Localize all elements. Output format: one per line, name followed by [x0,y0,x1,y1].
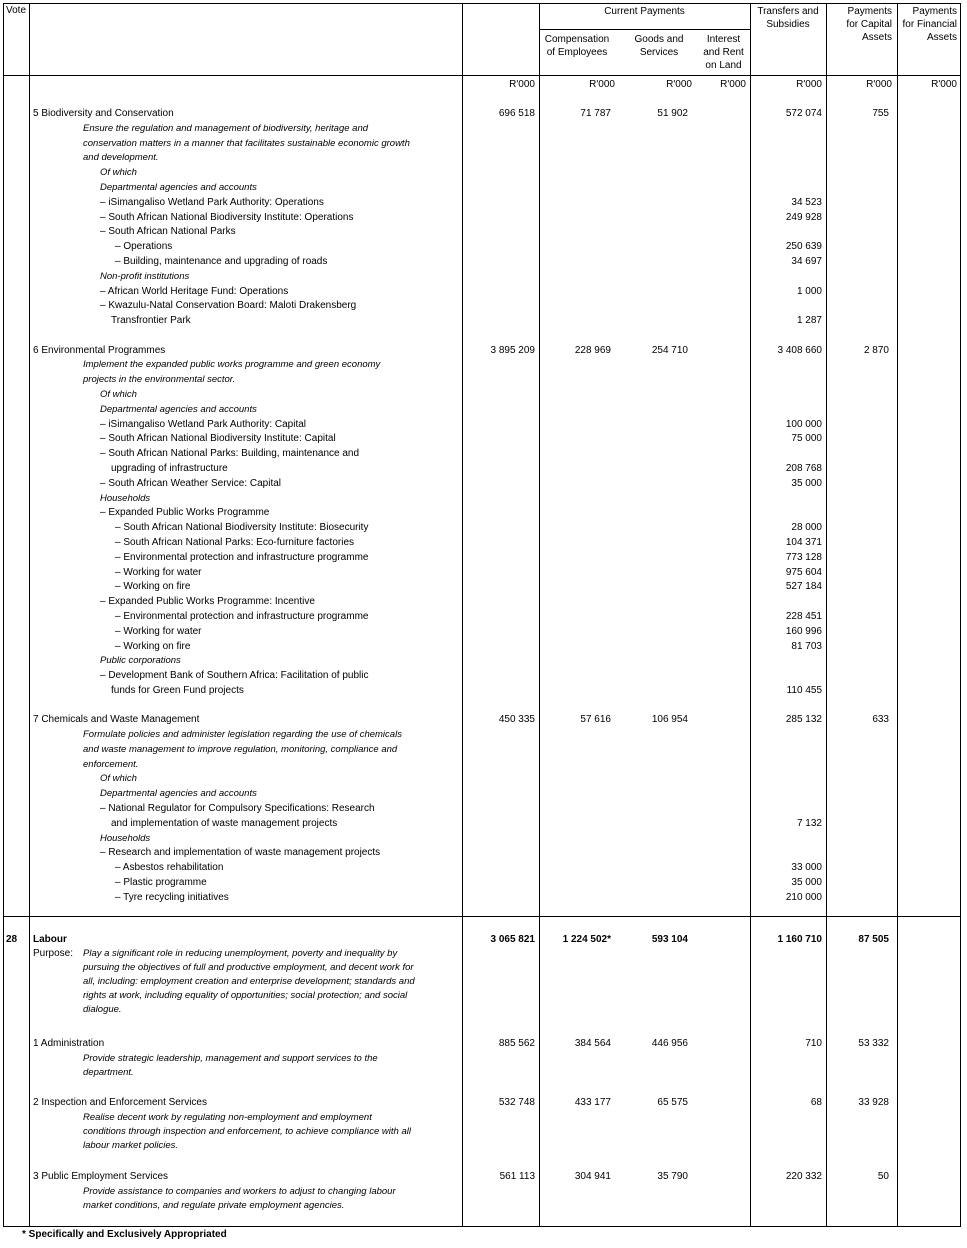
amount-cell: 220 332 [785,1171,822,1182]
row-label: – South African National Parks: Building, maintenance and [100,448,360,460]
amount-cell: 3 065 821 [490,934,535,945]
amount-cell: 433 177 [574,1097,611,1108]
programme-description: labour market policies. [83,1140,179,1151]
programme-title: 3 Public Employment Services [33,1171,169,1182]
amount-cell: 250 639 [785,241,822,253]
row-label: – Working for water [115,566,202,578]
purpose-label: Purpose: [33,948,74,959]
amount-cell: 100 000 [785,418,822,430]
amount-cell: 7 132 [796,817,822,829]
row-label: – National Regulator for Compulsory Specifications: Research [100,803,375,814]
row-label: Of which [100,167,137,179]
programme-description: Realise decent work by regulating non-employment and employment [83,1112,372,1123]
row-label: funds for Green Fund projects [111,684,244,696]
row-label: Non-profit institutions [100,270,190,282]
amount-cell: 532 748 [498,1097,535,1108]
programme-title: 6 Environmental Programmes [33,344,166,356]
current-payments-header: Current Payments [604,6,685,17]
amount-cell: 710 [805,1038,822,1049]
row-label: Departmental agencies and accounts [100,182,257,193]
amount-cell: 65 575 [657,1097,688,1108]
financial-assets-header: Payments for Financial Assets [902,6,957,43]
row-label: and development. [83,152,159,164]
amount-cell: 35 000 [791,477,822,489]
amount-cell: 384 564 [574,1038,611,1049]
amount-cell: 81 703 [791,640,822,652]
row-label: Departmental agencies and accounts [100,788,257,800]
amount-cell: 68 [810,1097,822,1108]
programme-title: 7 Chemicals and Waste Management [33,714,200,726]
amount-cell: 53 332 [858,1038,889,1049]
unit-label: R'000 [931,79,957,90]
unit-label: R'000 [589,79,615,90]
row-label: Households [100,492,151,504]
amount-cell: 2 870 [863,344,889,356]
goods-services-header: Goods and Services [634,34,684,58]
compensation-header: Compensation of Employees [544,34,610,58]
row-label: – Plastic programme [115,877,207,888]
row-label: upgrading of infrastructure [111,462,228,474]
interest-rent-header: Interest and Rent on Land [703,34,744,71]
row-label: – Environmental protection and infrastructure programme [115,610,369,622]
amount-cell: 1 224 502* [562,934,611,945]
row-label: – South African National Biodiversity Institute: Capital [100,433,336,445]
amount-cell: 3 408 660 [777,344,822,356]
amount-cell: 51 902 [657,108,688,119]
amount-cell: 75 000 [791,433,822,445]
vote-header: Vote [6,5,27,16]
amount-cell: 33 928 [858,1097,889,1108]
amount-cell: 285 132 [785,714,822,726]
amount-cell: 755 [872,108,889,119]
row-label: Households [100,832,151,844]
amount-cell: 593 104 [651,934,688,945]
row-label: – Research and implementation of waste management projects [100,847,381,859]
row-label: – Operations [115,241,173,253]
programme-description: Provide strategic leadership, management and support services to the [83,1053,378,1064]
amount-cell: 160 996 [785,625,822,637]
amount-cell: 3 895 209 [490,344,535,356]
amount-cell: 773 128 [785,551,822,563]
amount-cell: 254 710 [651,344,688,356]
programme-title: 5 Biodiversity and Conservation [33,108,174,119]
row-label: – Asbestos rehabilitation [115,862,224,874]
amount-cell: 304 941 [574,1171,611,1182]
row-label: – Working on fire [115,640,191,652]
row-label: Transfrontier Park [111,315,191,327]
row-label: Implement the expanded public works programme and green economy [83,359,381,371]
amount-cell: 228 451 [785,610,822,622]
amount-cell: 35 790 [657,1171,688,1182]
purpose-text: all, including: employment creation and enterprise development; standards and [83,976,415,987]
row-label: – Kwazulu-Natal Conservation Board: Maloti Drakensberg [100,300,357,312]
programme-description: market conditions, and regulate private employment agencies. [83,1200,345,1211]
amount-cell: 446 956 [651,1038,688,1049]
row-label: and waste management to improve regulation, monitoring, compliance and [83,743,398,755]
row-label: – Development Bank of Southern Africa: Facilitation of public [100,670,369,682]
amount-cell: 210 000 [785,891,822,903]
purpose-text: Play a significant role in reducing unemployment, poverty and inequality by [83,948,398,959]
row-label: and implementation of waste management projects [111,817,338,829]
row-label: projects in the environmental sector. [83,374,236,386]
programme-description: conditions through inspection and enforcement, to achieve compliance with all [83,1126,411,1137]
amount-cell: 975 604 [785,566,822,578]
row-label: – Building, maintenance and upgrading of roads [115,256,328,267]
row-label: Ensure the regulation and management of biodiversity, heritage and [83,122,369,134]
amount-cell: 57 616 [580,714,611,726]
row-label: Public corporations [100,655,181,667]
row-label: – South African National Parks: Eco-furniture factories [115,536,355,548]
programme-title: 2 Inspection and Enforcement Services [33,1097,207,1108]
row-label: – South African National Biodiversity Institute: Biosecurity [115,522,369,534]
unit-label: R'000 [866,79,892,90]
amount-cell: 208 768 [785,462,822,474]
row-label: – Working for water [115,625,202,637]
amount-cell: 1 160 710 [777,934,822,945]
row-label: – iSimangaliso Wetland Park Authority: Operations [100,196,324,208]
vote-number: 28 [6,934,18,945]
purpose-text: pursuing the objectives of full and productive employment, and decent work for [83,962,414,973]
amount-cell: 33 000 [791,862,822,874]
row-label: Of which [100,773,137,785]
appropriation-table [3,3,961,1227]
amount-cell: 35 000 [791,877,822,888]
amount-cell: 228 969 [574,344,611,356]
row-label: – Expanded Public Works Programme [100,507,270,519]
amount-cell: 885 562 [498,1038,535,1049]
programme-title: 1 Administration [33,1038,105,1049]
amount-cell: 34 523 [791,196,822,208]
row-label: – South African Weather Service: Capital [100,477,282,489]
unit-label: R'000 [666,79,692,90]
capital-assets-header: Payments for Capital Assets [846,6,892,43]
amount-cell: 87 505 [858,934,889,945]
amount-cell: 50 [877,1171,889,1182]
row-label: Formulate policies and administer legislation regarding the use of chemicals [83,729,402,740]
row-label: – South African National Biodiversity Institute: Operations [100,211,354,223]
purpose-text: dialogue. [83,1004,122,1015]
row-label: Of which [100,388,137,400]
amount-cell: 28 000 [791,522,822,534]
amount-cell: 110 455 [786,684,822,696]
amount-cell: 572 074 [785,108,822,119]
amount-cell: 696 518 [498,108,535,119]
vote-name: Labour [33,934,67,945]
amount-cell: 34 697 [791,256,822,267]
row-label: – Working on fire [115,581,191,593]
footnote: * Specifically and Exclusively Appropriated [22,1229,227,1240]
programme-description: Provide assistance to companies and workers to adjust to changing labour [83,1186,396,1197]
row-label: conservation matters in a manner that facilitates sustainable economic growth [83,137,410,149]
amount-cell: 249 928 [785,211,822,223]
purpose-text: rights at work, including equality of opportunities; social protection; and social [83,990,408,1001]
amount-cell: 633 [872,714,889,726]
transfers-header: Transfers and Subsidies [757,6,819,30]
row-label: Departmental agencies and accounts [100,403,257,415]
amount-cell: 104 371 [785,536,822,548]
unit-label: R'000 [796,79,822,90]
row-label: enforcement. [83,758,139,770]
amount-cell: 106 954 [651,714,688,726]
amount-cell: 1 000 [796,285,822,297]
amount-cell: 71 787 [580,108,611,119]
amount-cell: 561 113 [499,1171,535,1182]
row-label: – African World Heritage Fund: Operations [100,285,289,297]
amount-cell: 450 335 [498,714,535,726]
unit-label: R'000 [720,79,746,90]
row-label: – Environmental protection and infrastructure programme [115,551,369,563]
programme-description: department. [83,1067,134,1078]
amount-cell: 1 287 [796,315,822,327]
row-label: – Tyre recycling initiatives [115,891,229,903]
row-label: – Expanded Public Works Programme: Incentive [100,596,315,608]
row-label: – South African National Parks [100,226,236,238]
unit-label: R'000 [509,79,535,90]
amount-cell: 527 184 [785,581,822,593]
row-label: – iSimangaliso Wetland Park Authority: Capital [100,418,307,430]
